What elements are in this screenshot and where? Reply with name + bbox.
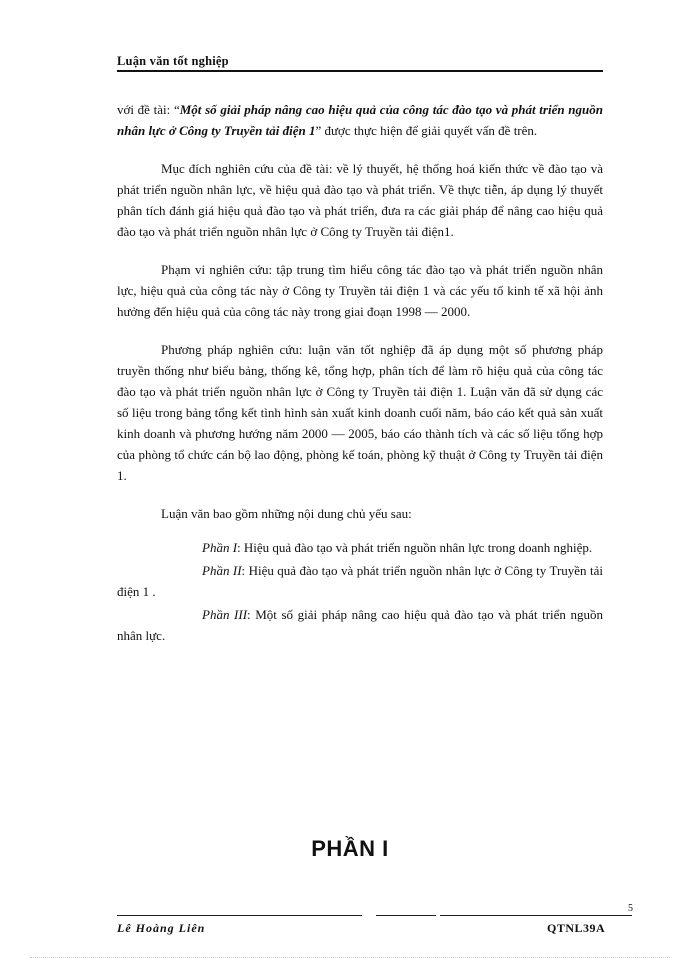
page-edge-dotted-line bbox=[30, 957, 670, 958]
running-header-title: Luận văn tốt nghiệp bbox=[117, 54, 229, 68]
page-body bbox=[117, 99, 603, 648]
intro-prefix: với đề tài: “ bbox=[117, 102, 180, 117]
footer-author: Lê Hoàng Liên bbox=[117, 921, 206, 935]
footer-class-code: QTNL39A bbox=[547, 921, 606, 935]
part-label: Phần II bbox=[202, 563, 242, 578]
part-text: : Hiệu quả đào tạo và phát triển nguồn nhân lực ở Công ty Truyền tải điện 1 . bbox=[117, 563, 603, 599]
thesis-topic-title: Một số giải pháp nâng cao hiệu quả của công tác đào tạo và phát triển nguồn nhân lực ở Công ty Truyền tải điện 1 bbox=[117, 102, 603, 138]
part-label: Phần I bbox=[202, 540, 238, 555]
topic-paragraph bbox=[117, 99, 603, 141]
part-item bbox=[117, 604, 603, 646]
contents-intro: Luận văn bao gồm những nội dung chủ yếu sau: bbox=[161, 506, 412, 521]
part-item bbox=[117, 537, 603, 558]
method-paragraph: Phương pháp nghiên cứu: luận văn tốt nghiệp đã áp dụng một số phương pháp truyền thống như biểu bảng, thống kê, tổng hợp, phân tích để làm rõ hiệu quả của công tác đào tạo và phát triển nguồn nhân lực ở Công ty Truyền tải điện 1. Luận văn đã sử dụng các số liệu trong bảng tổng kết tình hình sản xuất kinh doanh cuối năm, báo cáo kết quả sản xuất kinh doanh và phương hướng năm 2000 — 2005, báo cáo thành tích và các số liệu tổng hợp của phòng tổ chức cán bộ lao động, phòng kế toán, phòng kỹ thuật ở Công ty Truyền tải điện 1. bbox=[117, 342, 603, 483]
section-heading: PHẦN I bbox=[311, 836, 389, 861]
header-rule bbox=[117, 70, 603, 72]
part-text: : Một số giải pháp nâng cao hiệu quả đào tạo và phát triển nguồn nhân lực. bbox=[117, 607, 603, 643]
part-label: Phần III bbox=[202, 607, 248, 622]
intro-suffix: ” được thực hiện để giải quyết vấn đề trên. bbox=[315, 123, 538, 138]
parts-list bbox=[117, 537, 603, 646]
page-number: 5 bbox=[628, 903, 633, 914]
scope-paragraph: Phạm vi nghiên cứu: tập trung tìm hiểu công tác đào tạo và phát triển nguồn nhân lực, hiệu quả của công tác này ở Công ty Truyền tải điện 1 và các yếu tố kinh tế xã hội ảnh hưởng đến hiệu quả của công tác này trong giai đoạn 1998 — 2000. bbox=[117, 262, 603, 319]
footer-rule bbox=[376, 915, 436, 916]
purpose-paragraph: Mục đích nghiên cứu của đề tài: về lý thuyết, hệ thống hoá kiến thức về đào tạo và phát triển nguồn nhân lực, về hiệu quả đào tạo và phát triển. Về thực tiễn, áp dụng lý thuyết phân tích đánh giá hiệu quả đào tạo và phát triển, đưa ra các giải pháp để nâng cao hiệu quả đào tạo và phát triển nguồn nhân lực ở Công ty Truyền tải điện1. bbox=[117, 161, 603, 239]
part-text: : Hiệu quả đào tạo và phát triển nguồn nhân lực trong doanh nghiệp. bbox=[237, 540, 593, 555]
footer-rule bbox=[117, 915, 362, 916]
footer-rule bbox=[440, 915, 632, 916]
part-item bbox=[117, 560, 603, 602]
